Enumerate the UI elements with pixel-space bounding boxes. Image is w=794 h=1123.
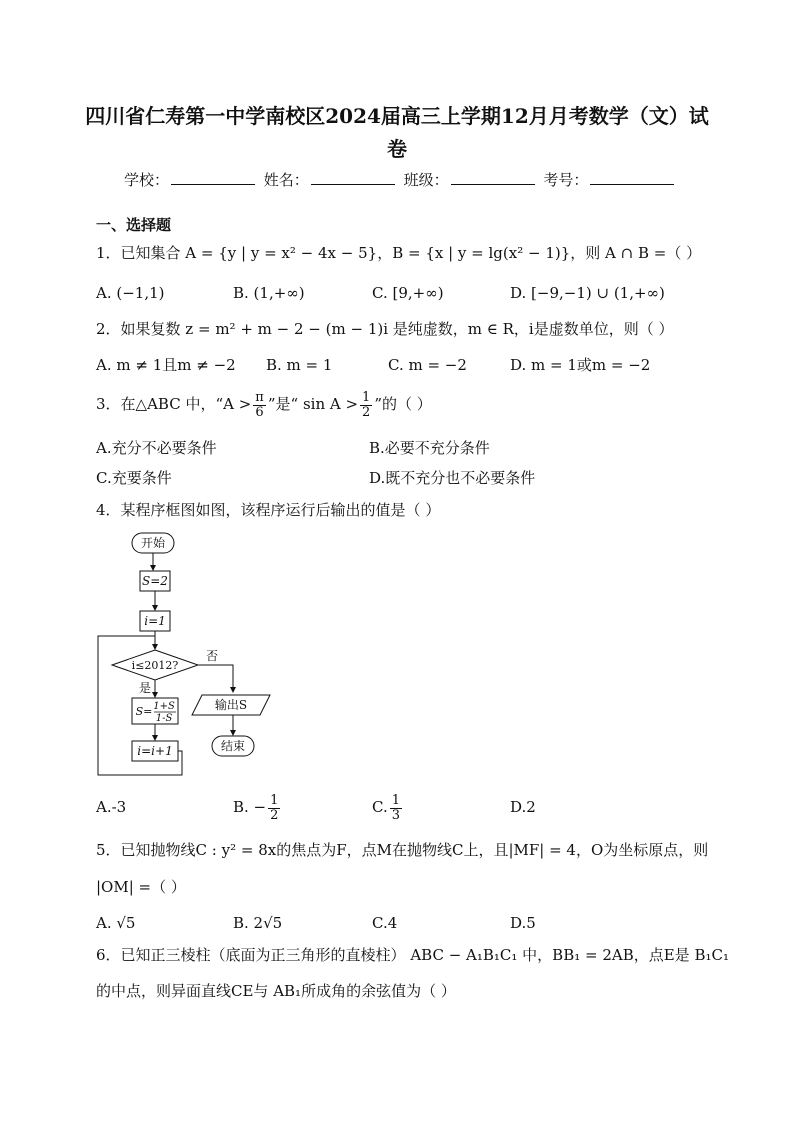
q6-stem: 6．已知正三棱柱（底面为正三角形的直棱柱） ABC − A₁B₁C₁ 中，BB₁ = 2AB，点E是 B₁C₁ (96, 946, 729, 964)
q1-option-b[interactable]: B. (1,+∞) (233, 284, 305, 302)
q1-option-a[interactable]: A. (−1,1) (96, 284, 165, 302)
q4-optb-num: 1 (270, 792, 279, 808)
q1-option-c[interactable]: C. [9,+∞) (372, 284, 444, 302)
q4-option-b-fraction (268, 794, 280, 823)
q4-option-b[interactable] (233, 788, 282, 826)
exam-title-line1: 四川省仁寿第一中学南校区2024届高三上学期12月月考数学（文）试 (85, 104, 709, 128)
q2-option-a[interactable]: A. m ≠ 1且m ≠ −2 (96, 356, 236, 374)
number-label: 考号： (543, 171, 589, 189)
class-label: 班级： (403, 171, 449, 189)
info-line (124, 170, 678, 190)
q4-option-b-label: B. − (233, 798, 267, 816)
number-blank[interactable] (590, 170, 674, 185)
q3-stem-part-b: ”是“ sin A > (267, 395, 359, 413)
q4-stem: 4．某程序框图如图，该程序运行后输出的值是（ ） (96, 501, 441, 519)
q2-option-c[interactable]: C. m = −2 (388, 356, 467, 374)
q3-fraction-1-2 (360, 391, 372, 420)
flow-assign-den: 1-S (155, 713, 173, 724)
q3-option-a[interactable]: A.充分不必要条件 (96, 439, 217, 457)
flow-assign-num: 1+S (153, 701, 175, 712)
flow-cond-text: i≤2012? (131, 659, 179, 672)
q1-stem: 1．已知集合 A = {y | y = x² − 4x − 5}，B = {x | y = lg(x² − 1)}，则 A ∩ B =（ ） (96, 244, 702, 262)
school-blank[interactable] (171, 170, 255, 185)
flow-output-text: 输出S (214, 698, 248, 712)
q2-option-d[interactable]: D. m = 1或m = −2 (510, 356, 651, 374)
school-label: 学校： (124, 171, 170, 189)
flow-start-text: 开始 (140, 536, 166, 550)
q2-option-b[interactable]: B. m = 1 (266, 356, 333, 374)
flow-no-label: 否 (205, 649, 219, 663)
q4-option-c-label: C. (372, 798, 388, 816)
q5-stem-line2: |OM| =（ ） (96, 878, 186, 896)
name-blank[interactable] (311, 170, 395, 185)
exam-title-line2: 卷 (387, 137, 407, 161)
q6-stem-line2: 的中点，则异面直线CE与 AB₁所成角的余弦值为（ ） (96, 982, 456, 1000)
q3-frac2-denominator: 2 (362, 404, 371, 420)
q4-optc-num: 1 (391, 792, 400, 808)
q3-frac1-numerator: π (255, 389, 264, 405)
flowchart (90, 525, 280, 780)
q3-option-d[interactable]: D.既不充分也不必要条件 (369, 469, 536, 487)
q3-fraction-pi-6 (253, 391, 266, 420)
flow-yes-label: 是 (138, 681, 152, 695)
q4-option-c[interactable] (372, 788, 404, 826)
flow-incr-text: i=i+1 (137, 744, 173, 758)
q3-stem (96, 389, 432, 420)
q5-option-d[interactable]: D.5 (510, 914, 536, 932)
flow-i-init-text: i=1 (144, 614, 166, 628)
flow-end-text: 结束 (220, 739, 246, 753)
q2-stem: 2．如果复数 z = m² + m − 2 − (m − 1)i 是纯虚数，m ∈ R，i是虚数单位，则（ ） (96, 320, 674, 338)
q3-stem-part-a: 3．在△ABC 中，“A > (96, 395, 252, 413)
q4-option-a[interactable]: A.-3 (96, 798, 127, 816)
q3-frac1-denominator: 6 (255, 404, 264, 420)
flow-assign-lhs: S= (135, 705, 153, 718)
q4-optc-den: 3 (391, 807, 400, 823)
q5-option-a[interactable]: A. √5 (96, 914, 136, 932)
q4-option-d[interactable]: D.2 (510, 798, 536, 816)
q5-option-b[interactable]: B. 2√5 (233, 914, 283, 932)
name-label: 姓名： (263, 171, 309, 189)
q3-option-b[interactable]: B.必要不充分条件 (369, 439, 490, 457)
q5-option-c[interactable]: C.4 (372, 914, 398, 932)
q3-option-c[interactable]: C.充要条件 (96, 469, 172, 487)
q4-option-c-fraction (390, 794, 402, 823)
q3-stem-part-c: ”的（ ） (374, 395, 432, 413)
q5-stem: 5．已知抛物线C : y² = 8x的焦点为F，点M在抛物线C上，且|MF| = 4，O为坐标原点，则 (96, 841, 709, 859)
class-blank[interactable] (451, 170, 535, 185)
section-heading: 一、选择题 (96, 216, 172, 234)
flow-s-init-text: S=2 (142, 574, 168, 588)
q3-frac2-numerator: 1 (362, 389, 371, 405)
q1-option-d[interactable]: D. [−9,−1) ∪ (1,+∞) (510, 284, 665, 302)
q4-optb-den: 2 (270, 807, 279, 823)
